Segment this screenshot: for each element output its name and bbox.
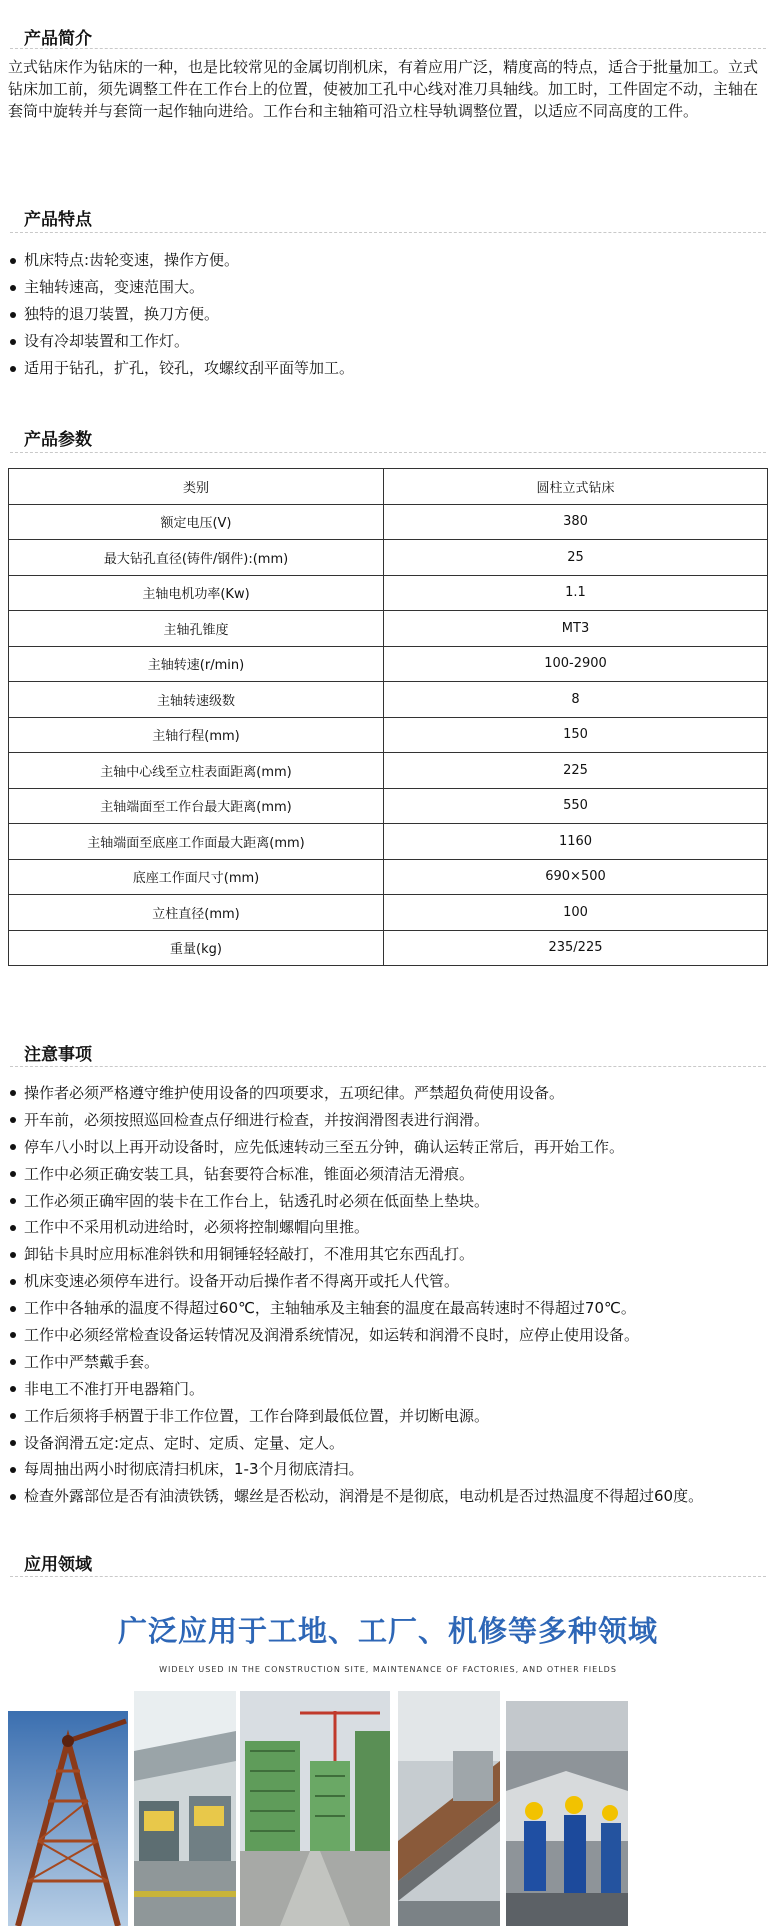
- machine-line-photo: [398, 1691, 500, 1926]
- table-row: [9, 646, 768, 682]
- intro-divider: [10, 48, 766, 49]
- param-name: 主轴转速级数: [9, 682, 384, 718]
- table-row: [9, 930, 768, 966]
- crane-photo: [8, 1711, 128, 1926]
- header-cell-category: 类别: [9, 469, 384, 505]
- table-row: [9, 895, 768, 931]
- param-name: 主轴端面至工作台最大距离(mm): [9, 788, 384, 824]
- feature-item: 主轴转速高，变速范围大。: [8, 274, 354, 301]
- note-item: 工作中必须经常检查设备运转情况及润滑系统情况，如运转和润滑不良时，应停止使用设备。: [8, 1322, 703, 1349]
- note-item: 每周抽出两小时彻底清扫机床，1-3个月彻底清扫。: [8, 1456, 703, 1483]
- table-row: [9, 859, 768, 895]
- param-name: 主轴转速(r/min): [9, 646, 384, 682]
- param-name: 主轴孔锥度: [9, 611, 384, 647]
- param-value: 380: [384, 504, 768, 540]
- notes-section-title: 注意事项: [24, 1045, 92, 1065]
- notes-list: [8, 1080, 703, 1510]
- params-section-title: 产品参数: [24, 430, 92, 450]
- table-row: [9, 824, 768, 860]
- feature-item: 设有冷却装置和工作灯。: [8, 328, 354, 355]
- banner-title: 广泛应用于工地、工厂、机修等多种领域: [117, 1614, 658, 1648]
- note-item: 开车前，必须按照巡回检查点仔细进行检查，并按润滑图表进行润滑。: [8, 1107, 703, 1134]
- table-row: [9, 788, 768, 824]
- banner-subtitle: WIDELY USED IN THE CONSTRUCTION SITE, MAINTENANCE OF FACTORIES, AND OTHER FIELDS: [159, 1665, 617, 1674]
- param-name: 主轴端面至底座工作面最大距离(mm): [9, 824, 384, 860]
- param-name: 底座工作面尺寸(mm): [9, 859, 384, 895]
- feature-item: 机床特点:齿轮变速，操作方便。: [8, 247, 354, 274]
- construction-site-photo: [240, 1691, 390, 1926]
- note-item: 工作后须将手柄置于非工作位置，工作台降到最低位置，并切断电源。: [8, 1403, 703, 1430]
- note-item: 工作必须正确牢固的装卡在工作台上，钻透孔时必须在低面垫上垫块。: [8, 1188, 703, 1215]
- params-divider: [10, 452, 766, 453]
- table-row: [9, 753, 768, 789]
- note-item: 设备润滑五定:定点、定时、定质、定量、定人。: [8, 1430, 703, 1457]
- param-name: 主轴中心线至立柱表面距离(mm): [9, 753, 384, 789]
- param-name: 主轴行程(mm): [9, 717, 384, 753]
- param-value: 150: [384, 717, 768, 753]
- param-name: 最大钻孔直径(铸件/钢件):(mm): [9, 540, 384, 576]
- table-row: [9, 611, 768, 647]
- param-name: 重量(kg): [9, 930, 384, 966]
- table-row: [9, 540, 768, 576]
- param-value: 235/225: [384, 930, 768, 966]
- note-item: 操作者必须严格遵守维护使用设备的四项要求，五项纪律。严禁超负荷使用设备。: [8, 1080, 703, 1107]
- param-value: 8: [384, 682, 768, 718]
- param-value: 100-2900: [384, 646, 768, 682]
- param-value: 225: [384, 753, 768, 789]
- notes-divider: [10, 1066, 766, 1067]
- param-value: 550: [384, 788, 768, 824]
- table-row: [9, 575, 768, 611]
- param-value: 690×500: [384, 859, 768, 895]
- param-value: MT3: [384, 611, 768, 647]
- note-item: 工作中必须正确安装工具，钻套要符合标准，锥面必须清洁无滑痕。: [8, 1161, 703, 1188]
- table-row: [9, 682, 768, 718]
- feature-item: 适用于钻孔，扩孔，铰孔，攻螺纹刮平面等加工。: [8, 355, 354, 382]
- param-value: 100: [384, 895, 768, 931]
- note-item: 停车八小时以上再开动设备时，应先低速转动三至五分钟，确认运转正常后，再开始工作。: [8, 1134, 703, 1161]
- note-item: 检查外露部位是否有油渍铁锈，螺丝是否松动，润滑是不是彻底，电动机是否过热温度不得超过60度。: [8, 1483, 703, 1510]
- param-name: 额定电压(V): [9, 504, 384, 540]
- note-item: 机床变速必须停车进行。设备开动后操作者不得离开或托人代管。: [8, 1268, 703, 1295]
- header-cell-model: 圆柱立式钻床: [384, 469, 768, 505]
- apps-section-title: 应用领域: [24, 1555, 92, 1575]
- intro-section-title: 产品简介: [24, 29, 92, 49]
- factory-workshop-photo: [134, 1691, 236, 1926]
- table-header-row: [9, 469, 768, 505]
- intro-text: 立式钻床作为钻床的一种，也是比较常见的金属切削机床，有着应用广泛，精度高的特点，适合于批量加工。立式钻床加工前，须先调整工件在工作台上的位置，使被加工孔中心线对准刀具轴线。加工时，工件固定不动，主轴在套筒中旋转并与套筒一起作轴向进给。工作台和主轴箱可沿立柱导轨调整位置，以适应不同高度的工件。: [8, 58, 759, 120]
- note-item: 工作中不采用机动进给时，必须将控制螺帽向里推。: [8, 1214, 703, 1241]
- param-value: 25: [384, 540, 768, 576]
- note-item: 工作中严禁戴手套。: [8, 1349, 703, 1376]
- features-list: [8, 247, 354, 382]
- params-table: [8, 468, 768, 966]
- apps-divider: [10, 1576, 766, 1577]
- note-item: 工作中各轴承的温度不得超过60℃，主轴轴承及主轴套的温度在最高转速时不得超过70℃。: [8, 1295, 703, 1322]
- auto-workers-photo: [506, 1701, 628, 1926]
- note-item: 卸钻卡具时应用标准斜铁和用铜锤轻轻敲打，不准用其它东西乱打。: [8, 1241, 703, 1268]
- feature-item: 独特的退刀装置，换刀方便。: [8, 301, 354, 328]
- table-row: [9, 717, 768, 753]
- features-section-title: 产品特点: [24, 210, 92, 230]
- param-value: 1160: [384, 824, 768, 860]
- note-item: 非电工不准打开电器箱门。: [8, 1376, 703, 1403]
- param-value: 1.1: [384, 575, 768, 611]
- application-banner: [8, 1591, 768, 1931]
- param-name: 立柱直径(mm): [9, 895, 384, 931]
- features-divider: [10, 232, 766, 233]
- param-name: 主轴电机功率(Kw): [9, 575, 384, 611]
- table-row: [9, 504, 768, 540]
